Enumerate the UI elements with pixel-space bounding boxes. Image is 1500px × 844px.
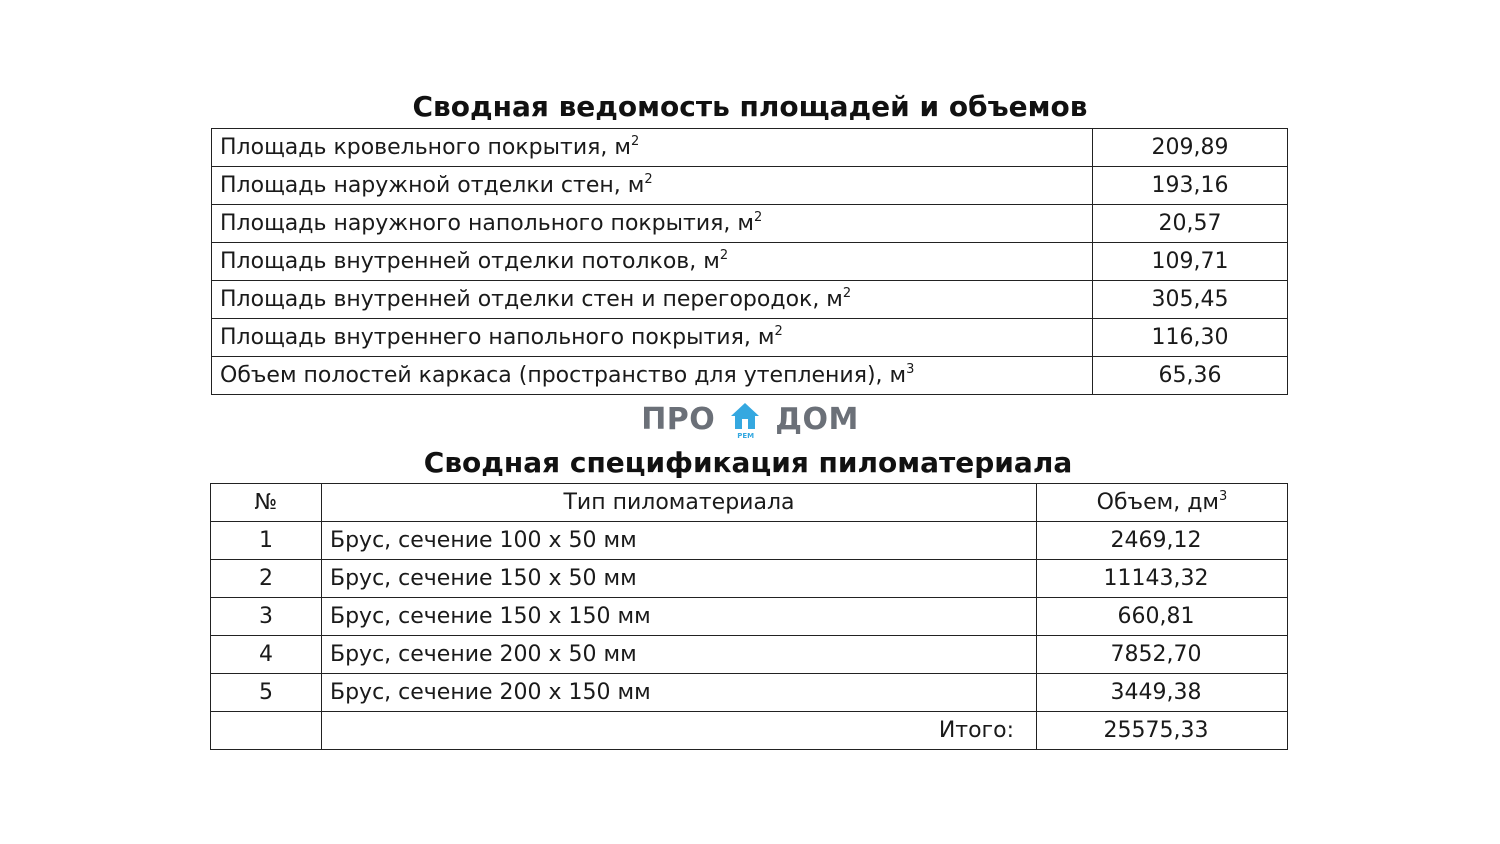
table-row bbox=[212, 319, 1288, 357]
row-value: 65,36 bbox=[1093, 357, 1288, 395]
table-row bbox=[212, 357, 1288, 395]
row-type: Брус, сечение 200 x 50 мм bbox=[322, 636, 1037, 674]
row-value: 193,16 bbox=[1093, 167, 1288, 205]
row-value: 20,57 bbox=[1093, 205, 1288, 243]
header-type: Тип пиломатериала bbox=[322, 484, 1037, 522]
table-row bbox=[211, 674, 1288, 712]
row-volume: 7852,70 bbox=[1037, 636, 1288, 674]
row-label: Площадь кровельного покрытия, $м^2$ bbox=[212, 129, 1093, 167]
row-type: Брус, сечение 150 x 50 мм bbox=[322, 560, 1037, 598]
row-value: 116,30 bbox=[1093, 319, 1288, 357]
table-row bbox=[212, 205, 1288, 243]
row-volume: 3449,38 bbox=[1037, 674, 1288, 712]
pro-dom-logo bbox=[0, 401, 1500, 439]
header-volume: Объем, $дм^3$ bbox=[1037, 484, 1288, 522]
row-label: Площадь внутреннего напольного покрытия, $м^2$ bbox=[212, 319, 1093, 357]
row-type: Брус, сечение 200 x 150 мм bbox=[322, 674, 1037, 712]
areas-volumes-table bbox=[211, 128, 1288, 395]
row-num: 5 bbox=[211, 674, 322, 712]
lumber-spec-table bbox=[210, 483, 1288, 750]
row-value: 305,45 bbox=[1093, 281, 1288, 319]
row-value: 209,89 bbox=[1093, 129, 1288, 167]
table-row bbox=[212, 129, 1288, 167]
row-label: Объем полостей каркаса (пространство для утепления), $м^3$ bbox=[212, 357, 1093, 395]
lumber-title: Сводная спецификация пиломатериала bbox=[423, 446, 1073, 479]
table-row bbox=[212, 281, 1288, 319]
table-row bbox=[211, 560, 1288, 598]
logo-left-text: ПРО bbox=[641, 402, 716, 437]
row-num: 4 bbox=[211, 636, 322, 674]
table-row bbox=[211, 598, 1288, 636]
table-row bbox=[211, 636, 1288, 674]
total-value: 25575,33 bbox=[1037, 712, 1288, 750]
table-header-row bbox=[211, 484, 1288, 522]
row-num: 2 bbox=[211, 560, 322, 598]
row-volume: 660,81 bbox=[1037, 598, 1288, 636]
house-icon bbox=[730, 401, 760, 439]
row-label: Площадь наружного напольного покрытия, $м^2$ bbox=[212, 205, 1093, 243]
header-num: № bbox=[211, 484, 322, 522]
table-row bbox=[211, 522, 1288, 560]
total-empty-cell bbox=[211, 712, 322, 750]
summary-title: Сводная ведомость площадей и объемов bbox=[412, 90, 1088, 123]
row-volume: 11143,32 bbox=[1037, 560, 1288, 598]
row-label: Площадь внутренней отделки потолков, $м^2$ bbox=[212, 243, 1093, 281]
table-row bbox=[212, 167, 1288, 205]
row-num: 3 bbox=[211, 598, 322, 636]
row-type: Брус, сечение 150 x 150 мм bbox=[322, 598, 1037, 636]
row-label: Площадь наружной отделки стен, $м^2$ bbox=[212, 167, 1093, 205]
table-total-row bbox=[211, 712, 1288, 750]
total-label: Итого: bbox=[322, 712, 1037, 750]
row-label: Площадь внутренней отделки стен и перегородок, $м^2$ bbox=[212, 281, 1093, 319]
logo-right-text: ДОМ bbox=[775, 402, 859, 437]
row-num: 1 bbox=[211, 522, 322, 560]
table-row bbox=[212, 243, 1288, 281]
row-type: Брус, сечение 100 x 50 мм bbox=[322, 522, 1037, 560]
logo-small-text: РЕМ bbox=[737, 432, 755, 440]
row-volume: 2469,12 bbox=[1037, 522, 1288, 560]
row-value: 109,71 bbox=[1093, 243, 1288, 281]
